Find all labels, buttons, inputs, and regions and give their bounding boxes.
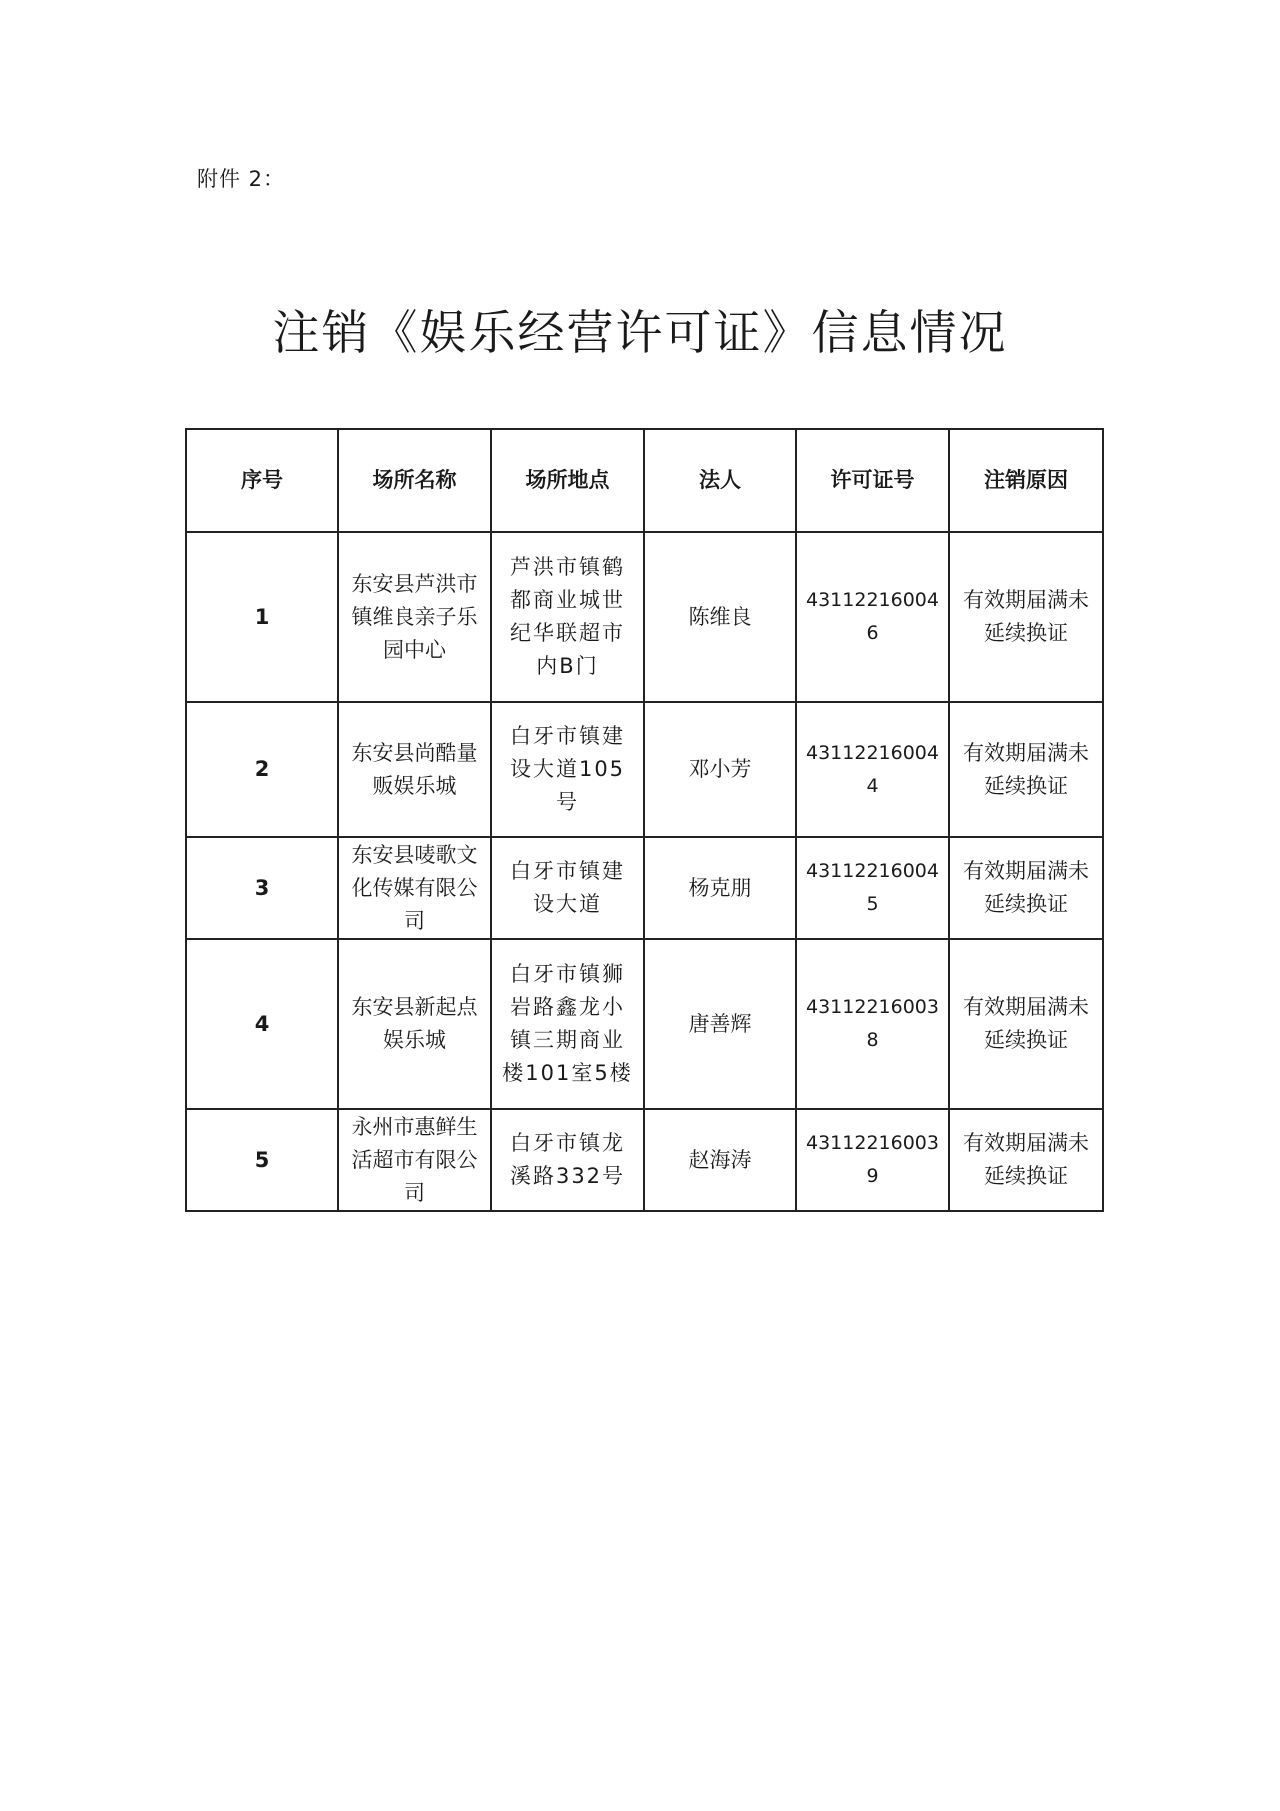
cell-legal-person: 邓小芳 <box>644 702 796 837</box>
header-license-number: 许可证号 <box>796 429 949 532</box>
cell-seq: 4 <box>186 939 338 1109</box>
header-cancellation-reason: 注销原因 <box>949 429 1103 532</box>
table-row <box>186 702 1103 837</box>
cell-cancellation-reason: 有效期届满未延续换证 <box>949 702 1103 837</box>
cell-venue-name: 永州市惠鲜生活超市有限公司 <box>338 1109 491 1211</box>
license-cancellation-table <box>185 428 1104 1212</box>
document-title: 注销《娱乐经营许可证》信息情况 <box>272 306 1008 361</box>
cell-cancellation-reason: 有效期届满未延续换证 <box>949 837 1103 939</box>
cell-seq: 1 <box>186 532 338 702</box>
header-venue-name: 场所名称 <box>338 429 491 532</box>
cell-license-number: 431122160046 <box>796 532 949 702</box>
cell-cancellation-reason: 有效期届满未延续换证 <box>949 532 1103 702</box>
cell-venue-name: 东安县唛歌文化传媒有限公司 <box>338 837 491 939</box>
cell-license-number: 431122160045 <box>796 837 949 939</box>
cell-legal-person: 赵海涛 <box>644 1109 796 1211</box>
cell-license-number: 431122160044 <box>796 702 949 837</box>
table-row <box>186 837 1103 939</box>
attachment-label: 附件 2： <box>197 167 286 191</box>
cell-license-number: 431122160038 <box>796 939 949 1109</box>
table-header-row <box>186 429 1103 532</box>
cell-cancellation-reason: 有效期届满未延续换证 <box>949 939 1103 1109</box>
cell-venue-address: 白牙市镇龙溪路332号 <box>491 1109 644 1211</box>
cell-license-number: 431122160039 <box>796 1109 949 1211</box>
table-row <box>186 532 1103 702</box>
cell-seq: 2 <box>186 702 338 837</box>
cell-venue-address: 芦洪市镇鹤都商业城世纪华联超市内B门 <box>491 532 644 702</box>
cell-seq: 5 <box>186 1109 338 1211</box>
cell-venue-name: 东安县芦洪市镇维良亲子乐园中心 <box>338 532 491 702</box>
cell-venue-name: 东安县新起点娱乐城 <box>338 939 491 1109</box>
cell-venue-address: 白牙市镇建设大道 <box>491 837 644 939</box>
header-seq: 序号 <box>186 429 338 532</box>
cell-venue-address: 白牙市镇狮岩路鑫龙小镇三期商业楼101室5楼 <box>491 939 644 1109</box>
header-venue-address: 场所地点 <box>491 429 644 532</box>
cell-legal-person: 唐善辉 <box>644 939 796 1109</box>
cell-venue-address: 白牙市镇建设大道105号 <box>491 702 644 837</box>
cell-legal-person: 杨克朋 <box>644 837 796 939</box>
header-legal-person: 法人 <box>644 429 796 532</box>
cell-cancellation-reason: 有效期届满未延续换证 <box>949 1109 1103 1211</box>
cell-venue-name: 东安县尚酷量贩娱乐城 <box>338 702 491 837</box>
table-row <box>186 1109 1103 1211</box>
cell-legal-person: 陈维良 <box>644 532 796 702</box>
table-row <box>186 939 1103 1109</box>
cell-seq: 3 <box>186 837 338 939</box>
